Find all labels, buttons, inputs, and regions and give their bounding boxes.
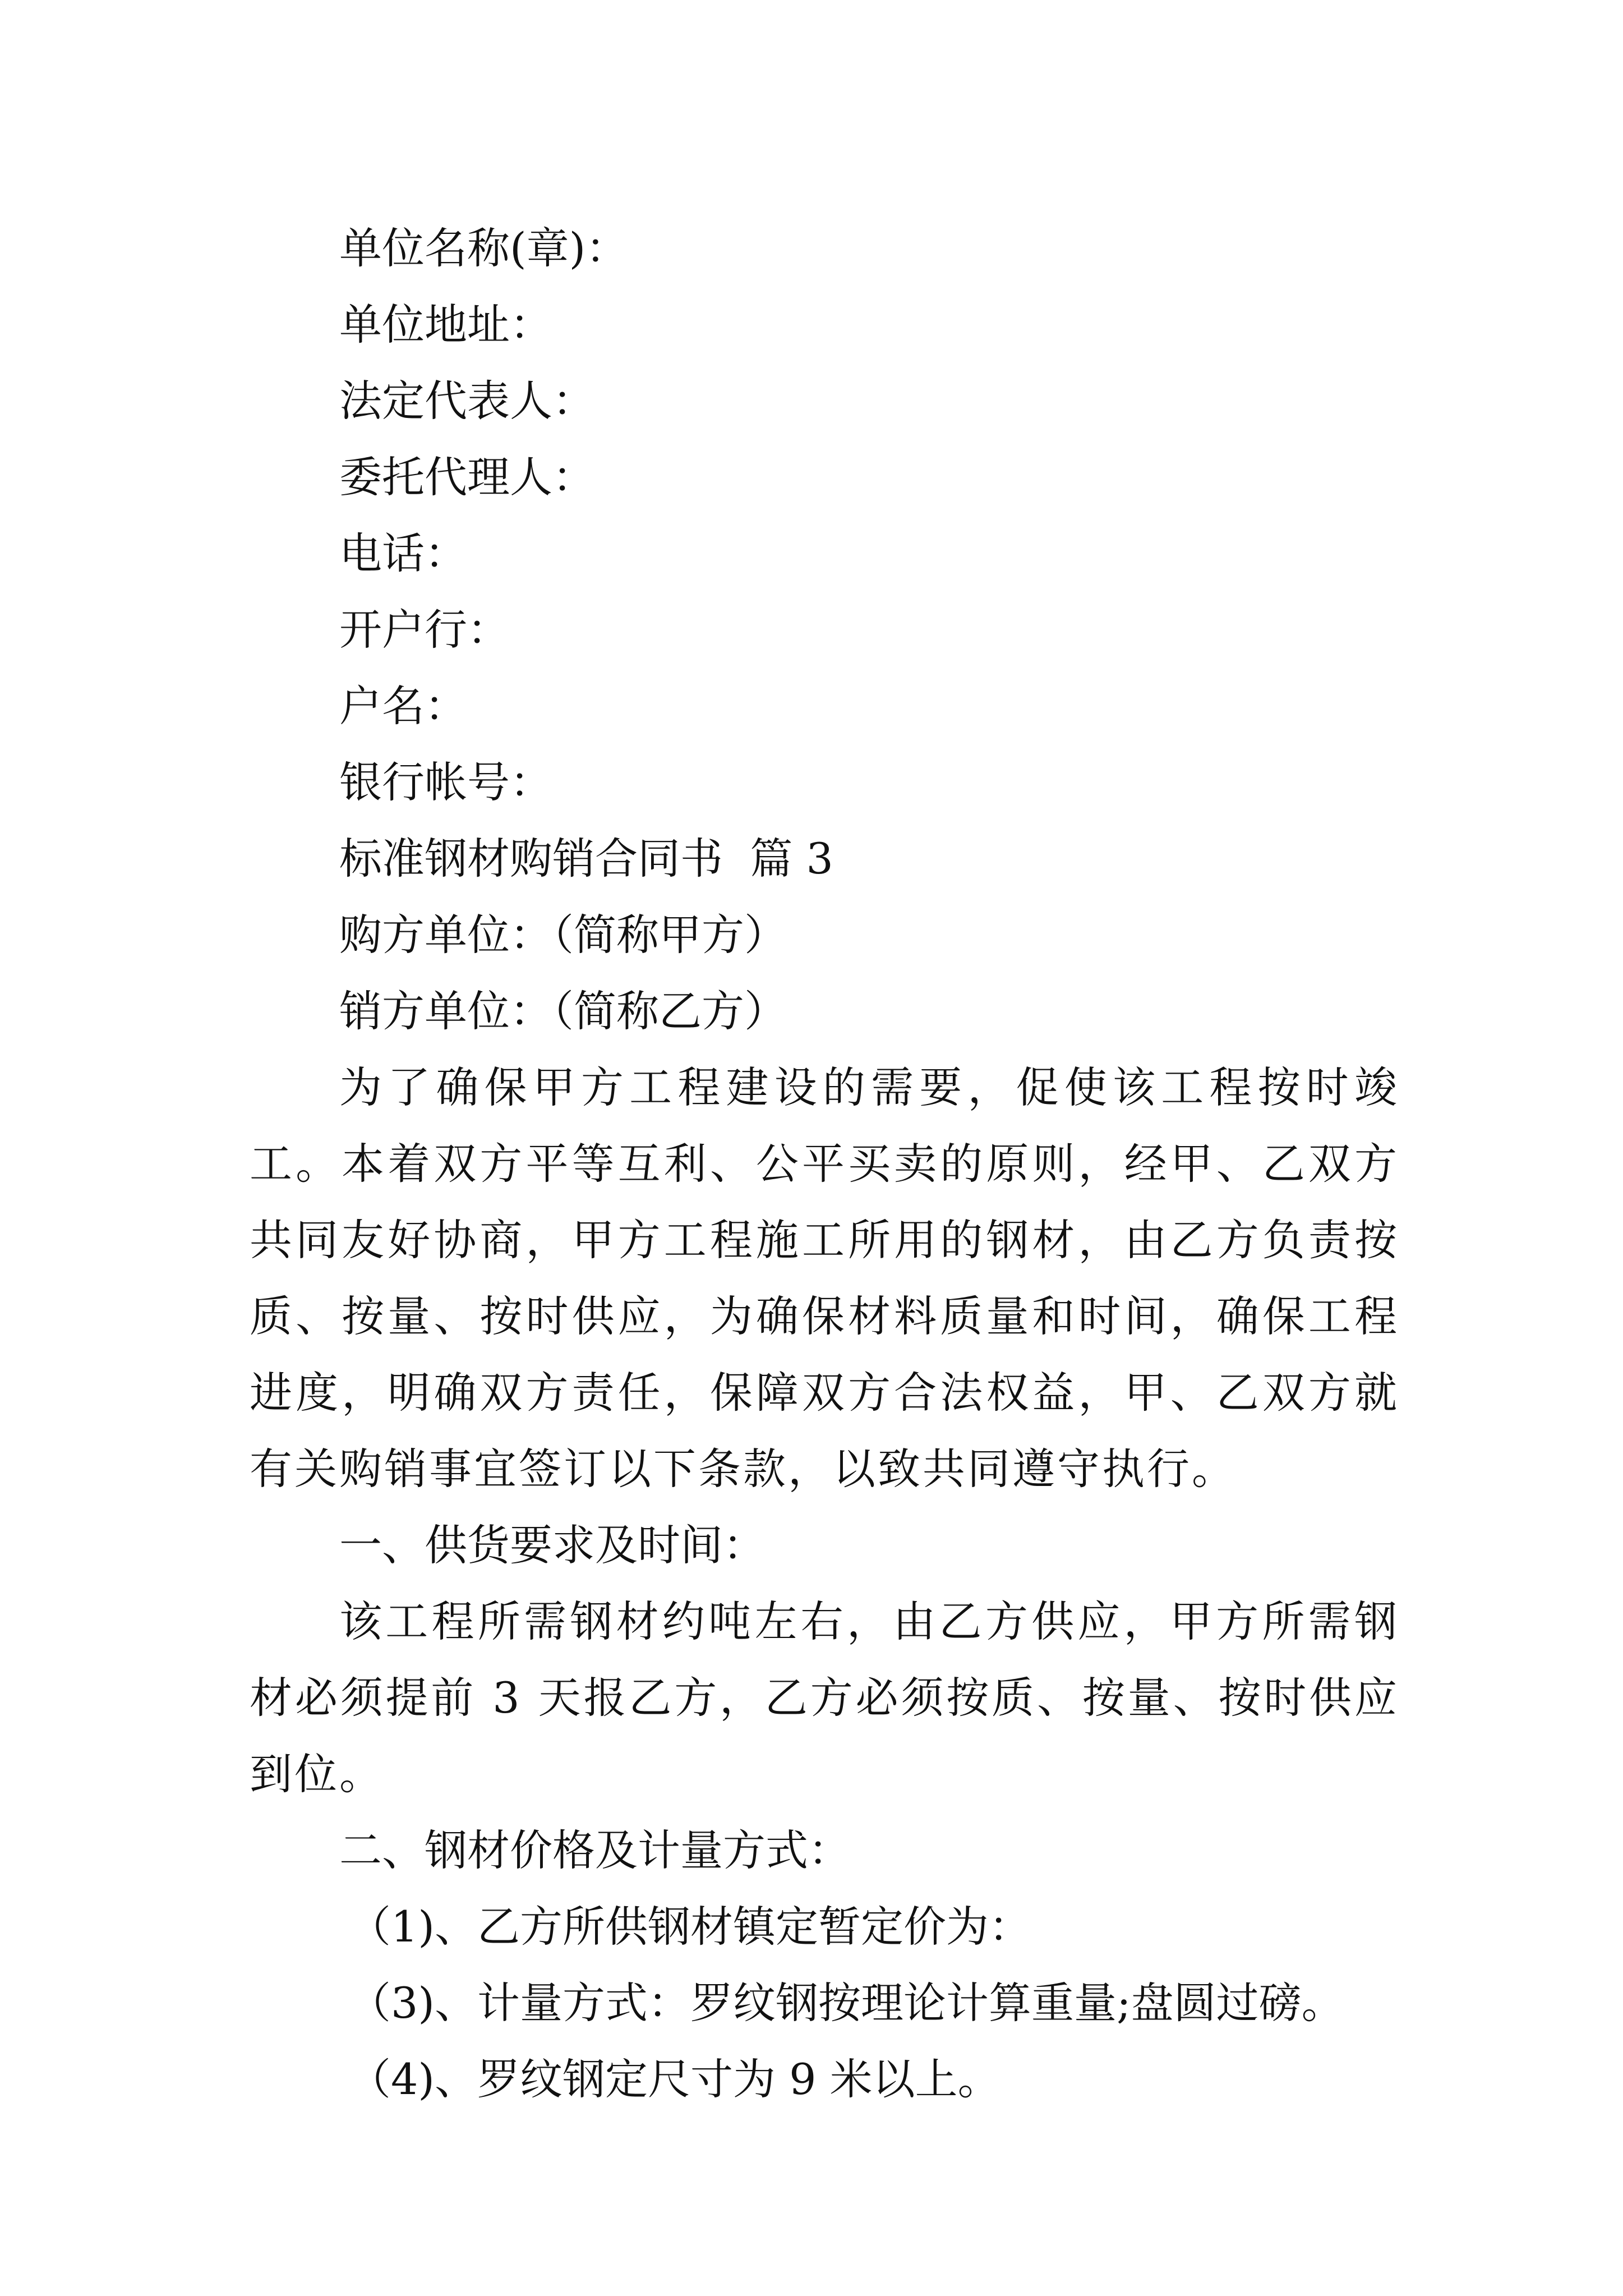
bank-label: 开户行： (339, 605, 510, 655)
price-item-3: （3)、计量方式：罗纹钢按理论计算重量;盘圆过磅。 (348, 1978, 1344, 2028)
unit-address-label: 单位地址： (339, 300, 552, 349)
document-body (250, 210, 1399, 2118)
intro-paragraph: 为了确保甲方工程建设的需要，促使该工程按时竣工。本着双方平等互利、公平买卖的原则，经甲、乙双方共同友好协商，甲方工程施工所用的钢材，由乙方负责按质、按量、按时供应，为确保材料质量和时间，确保工程进度，明确双方责任，保障双方合法权益，甲、乙双方就有关购销事宜签订以下条款，以致共同遵守执行。 (250, 1062, 1399, 1494)
unit-name-label: 单位名称(章)： (339, 223, 629, 273)
section-1-body: 该工程所需钢材约吨左右，由乙方供应，甲方所需钢材必须提前 3 天报乙方，乙方必须按质、按量、按时供应到位。 (250, 1596, 1399, 1799)
price-item-4: （4)、罗纹钢定尺寸为 9 米以上。 (348, 2054, 1000, 2104)
phone-label: 电话： (339, 528, 467, 578)
account-name-label: 户名： (339, 681, 467, 731)
seller-line: 销方单位：（简称乙方） (339, 986, 787, 1036)
agent-label: 委托代理人： (339, 452, 595, 502)
price-item-1: （1)、乙方所供钢材镇定暂定价为： (348, 1902, 1032, 1952)
bank-account-label: 银行帐号： (339, 757, 552, 807)
section-1-title: 一、供货要求及时间： (339, 1520, 766, 1570)
contract-title: 标准钢材购销合同书 篇 3 (339, 834, 833, 884)
legal-rep-label: 法定代表人： (339, 376, 595, 426)
section-2-title: 二、钢材价格及计量方式： (339, 1825, 851, 1875)
buyer-line: 购方单位：（简称甲方） (339, 910, 787, 960)
